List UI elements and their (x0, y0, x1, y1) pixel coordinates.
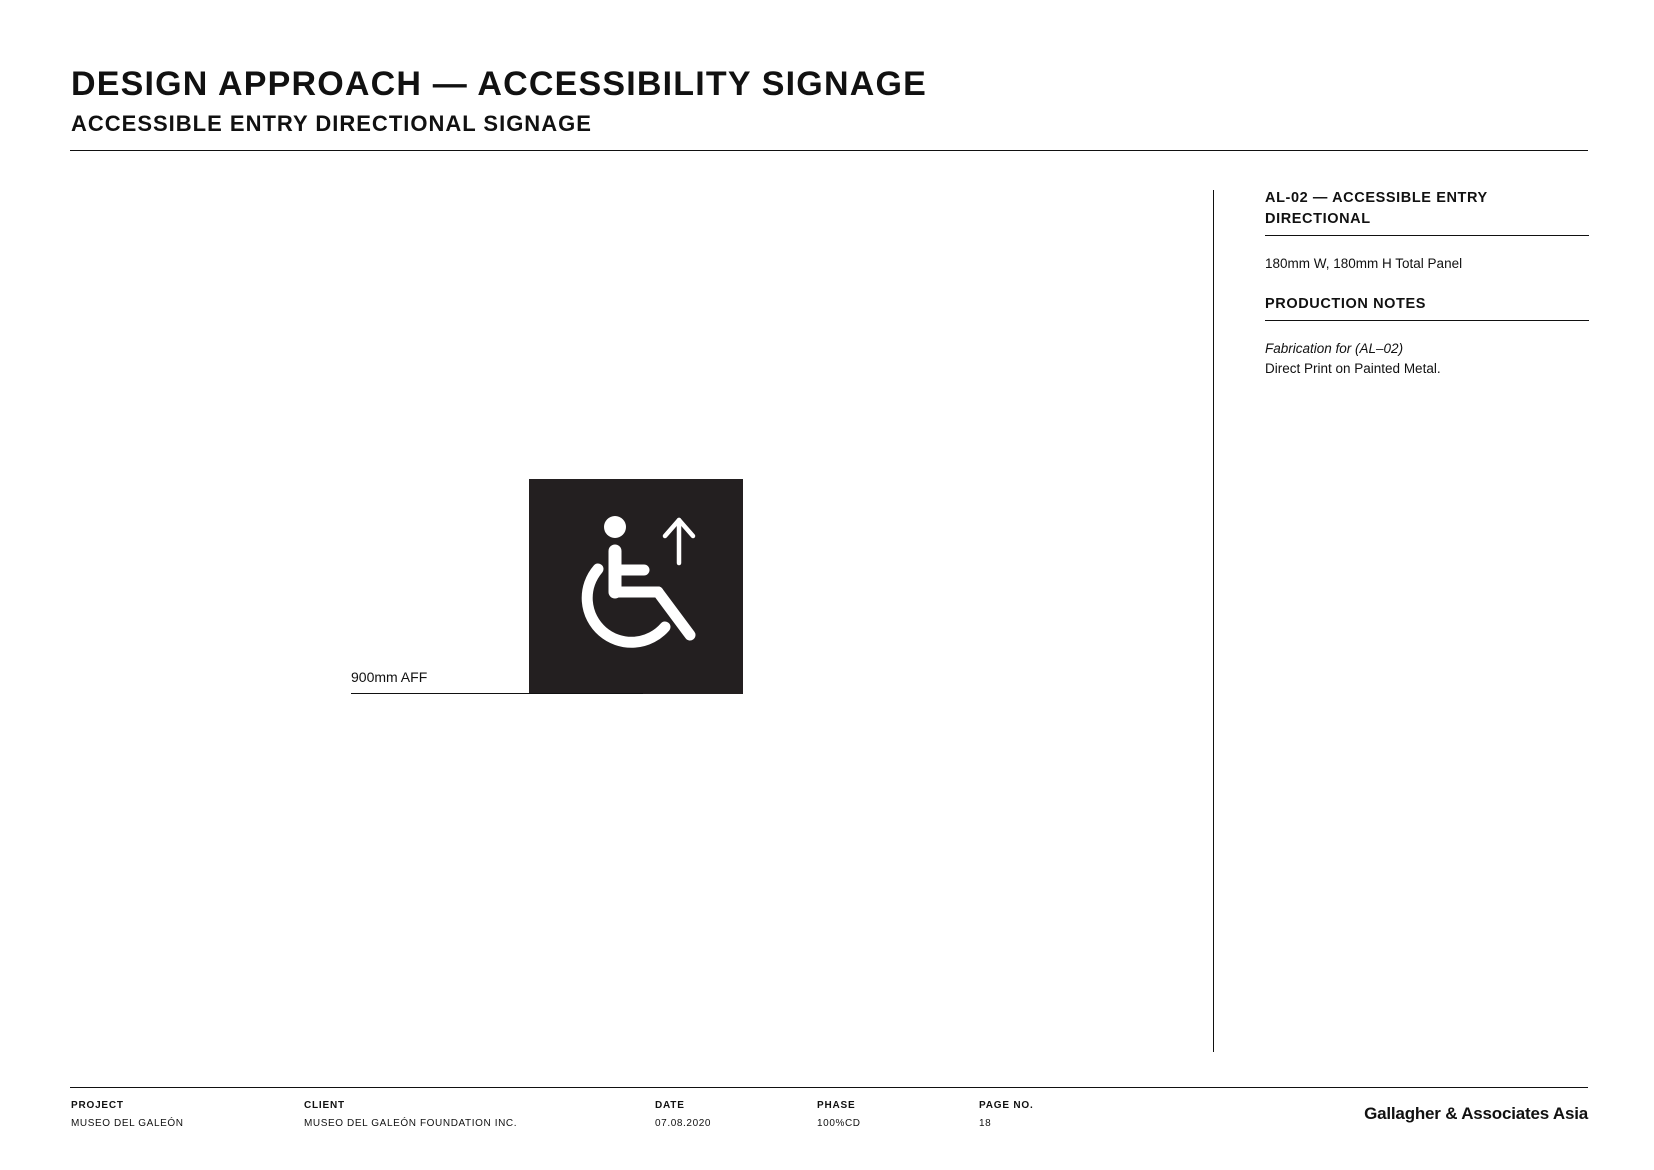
sign-type-heading-line2: DIRECTIONAL (1265, 211, 1371, 227)
sign-panel (529, 479, 743, 694)
arrow-up-icon (665, 520, 693, 563)
page-number-label: PAGE NO. (979, 1100, 1034, 1111)
footer-phase (817, 1099, 861, 1130)
footer-client (304, 1099, 517, 1130)
date-value: 07.08.2020 (655, 1118, 712, 1129)
wheelchair-icon (529, 479, 743, 694)
footer-divider (70, 1087, 1588, 1088)
client-value: MUSEO DEL GALEÓN FOUNDATION INC. (304, 1118, 518, 1129)
date-label: DATE (655, 1100, 685, 1111)
spec-sidebar (1265, 188, 1589, 379)
sign-type-heading-line1: AL-02 — ACCESSIBLE ENTRY (1265, 190, 1488, 206)
page-number-value: 18 (979, 1118, 992, 1129)
sign-type-heading (1265, 188, 1589, 236)
footer-date (655, 1099, 711, 1130)
production-notes (1265, 339, 1589, 379)
client-label: CLIENT (304, 1100, 345, 1111)
fabrication-label: Fabrication for (AL–02) (1265, 341, 1404, 356)
project-label: PROJECT (71, 1100, 124, 1111)
footer-project (71, 1099, 184, 1130)
fabrication-detail: Direct Print on Painted Metal. (1265, 361, 1441, 376)
phase-label: PHASE (817, 1100, 856, 1111)
sidebar-divider (1213, 190, 1214, 1052)
phase-value: 100%CD (817, 1118, 861, 1129)
panel-dimensions: 180mm W, 180mm H Total Panel (1265, 256, 1463, 271)
footer-page (979, 1099, 1034, 1130)
brand-logo: Gallagher & Associates Asia (1364, 1104, 1588, 1123)
production-notes-heading: PRODUCTION NOTES (1265, 294, 1589, 321)
header-divider (70, 150, 1588, 151)
project-value: MUSEO DEL GALEÓN (71, 1118, 184, 1129)
page-subtitle: ACCESSIBLE ENTRY DIRECTIONAL SIGNAGE (71, 111, 592, 136)
mount-height-line (351, 693, 643, 694)
page-title: DESIGN APPROACH — ACCESSIBILITY SIGNAGE (71, 65, 927, 103)
mount-height-label: 900mm AFF (351, 669, 428, 685)
